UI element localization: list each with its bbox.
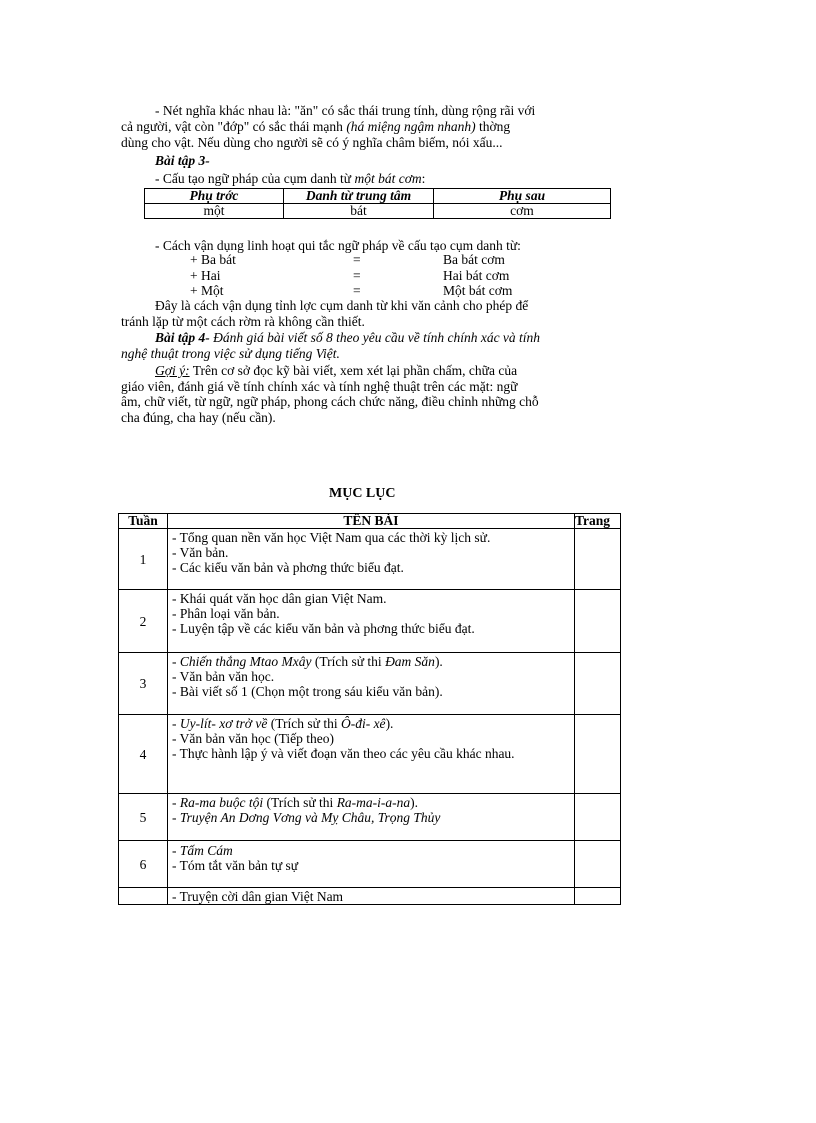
flex-row-right: Hai bát cơm [443, 268, 510, 283]
hint-line1-text: Trên cơ sở đọc kỹ bài viết, xem xét lại phần chấm, chữa của [189, 363, 518, 378]
table-row [119, 590, 621, 653]
ex4-hint-line3: âm, chữ viết, từ ngữ, ngữ pháp, phong cách chức năng, điều chỉnh những chỗ [121, 394, 539, 409]
page-cell [575, 888, 621, 905]
cell-center: bát [284, 204, 434, 219]
lesson-source-end: ). [410, 795, 419, 810]
week-number: 1 [119, 529, 168, 590]
week-number: 4 [119, 715, 168, 794]
page-cell [575, 794, 621, 841]
lesson-line: - Phân loại văn bản. [172, 606, 280, 621]
ex3-intro-text: - Cấu tạo ngữ pháp của cụm danh từ [155, 171, 355, 186]
week-number: 2 [119, 590, 168, 653]
header-post: Phụ sau [434, 189, 611, 204]
lesson-source: (Trích sử thi [267, 716, 341, 731]
flex-row-eq: = [353, 268, 361, 283]
lesson-source-italic: Ra-ma-i-a-na [336, 795, 411, 810]
flex-row-left: + Hai [190, 268, 221, 283]
lesson-source: (Trích sử thi [263, 795, 337, 810]
header-pre: Phụ trớc [145, 189, 284, 204]
hint-label: Gợi ý: [155, 363, 190, 378]
lesson-line: - Truyện cời dân gian Việt Nam [172, 889, 344, 904]
flex-row-eq: = [353, 252, 361, 267]
lesson-cell [168, 888, 575, 905]
para1-line3 [121, 135, 503, 151]
lesson-line: - Tóm tắt văn bản tự sự [172, 858, 299, 873]
toc-table [118, 513, 621, 905]
flex-row-left: + Ba bát [190, 252, 236, 267]
ex3-note-line2: tránh lặp từ một cách rờm rà không cần thiết. [121, 314, 365, 329]
noun-phrase-table [144, 188, 611, 219]
page-cell [575, 590, 621, 653]
toc-header-week: Tuần [119, 514, 168, 529]
ex4-hint-line4: cha đúng, cha hay (nếu cần). [121, 410, 276, 425]
flex-row-left: + Một [190, 283, 224, 298]
lesson-title-italic: - Uy-lít- xơ trở về [172, 716, 268, 731]
toc-header-page: Trang [575, 514, 621, 529]
lesson-source: (Trích sử thi [311, 654, 386, 669]
toc-title: MỤC LỤC [329, 486, 396, 501]
lesson-cell [168, 715, 575, 794]
week-number [119, 888, 168, 905]
lesson-line: - Văn bản văn học. [172, 669, 275, 684]
table-row [119, 794, 621, 841]
ex4-desc-line2: nghệ thuật trong việc sử dụng tiếng Việt. [121, 346, 340, 361]
ex4-hint-line1 [155, 363, 517, 379]
lesson-line: - Văn bản văn học (Tiếp theo) [172, 731, 334, 746]
table-row [119, 715, 621, 794]
page-cell [575, 529, 621, 590]
flex-row-right: Ba bát cơm [443, 252, 505, 267]
para1-line1 [155, 103, 535, 119]
table-row [119, 888, 621, 905]
header-center: Danh từ trung tâm [284, 189, 434, 204]
ex4-title: Bài tập 4- [155, 330, 210, 345]
page-cell [575, 715, 621, 794]
lesson-line: - Truyện An Dơng Vơng và Mỵ Châu, Trọng Thủy [172, 810, 441, 825]
para1-line1-text: - Nét nghĩa khác nhau là: "ăn" có sắc thái trung tính, dùng rộng rãi với [155, 103, 536, 118]
lesson-line: - Văn bản. [172, 545, 229, 560]
ex3-intro-colon: : [421, 171, 426, 186]
lesson-line: - Tấm Cám [172, 843, 233, 858]
week-number: 5 [119, 794, 168, 841]
para1-line2-italic: (há miệng ngậm nhanh) [346, 119, 476, 134]
week-number: 3 [119, 653, 168, 715]
page-cell [575, 653, 621, 715]
lesson-cell [168, 653, 575, 715]
ex3-note-line1: Đây là cách vận dụng tỉnh lợc cụm danh từ khi văn cảnh cho phép để [155, 298, 529, 313]
flex-row-eq: = [353, 283, 361, 298]
lesson-title-italic: - Chiến thắng Mtao Mxây [172, 654, 312, 669]
toc-header-lesson: TÊN BÀI [168, 514, 575, 529]
ex3-intro-phrase: một bát cơm [354, 171, 422, 186]
week-number: 6 [119, 841, 168, 888]
lesson-line: - Luyện tập về các kiểu văn bản và phơng thức biểu đạt. [172, 621, 475, 636]
lesson-source-italic: Ô-đi- xê [340, 716, 386, 731]
lesson-line [172, 654, 570, 669]
lesson-cell [168, 590, 575, 653]
ex3-title: Bài tập 3- [155, 153, 210, 168]
table-row [119, 653, 621, 715]
lesson-cell [168, 841, 575, 888]
ex4-hint-line2: giáo viên, đánh giá về tính chính xác và tính nghệ thuật trên các mặt: ngữ [121, 379, 518, 394]
lesson-line [172, 716, 570, 731]
lesson-source-end: ). [385, 716, 394, 731]
lesson-line: - Các kiểu văn bản và phơng thức biểu đạt. [172, 560, 404, 575]
table-row [119, 841, 621, 888]
lesson-source-italic: Đam Săn [385, 654, 435, 669]
page-cell [575, 841, 621, 888]
lesson-cell [168, 794, 575, 841]
cell-post: cơm [434, 204, 611, 219]
ex3-intro [155, 171, 425, 187]
table-row [119, 529, 621, 590]
lesson-source-end: ). [434, 654, 443, 669]
lesson-line: - Tổng quan nền văn học Việt Nam qua các thời kỳ lịch sử. [172, 530, 491, 545]
para1-line2-text: cả người, vật còn "đớp" có sắc thái mạnh [121, 119, 347, 134]
para1-line2-end: thờng [475, 119, 511, 134]
lesson-line [172, 795, 570, 810]
cell-pre: một [145, 204, 284, 219]
lesson-cell [168, 529, 575, 590]
flex-row-right: Một bát cơm [443, 283, 513, 298]
para1-line2 [121, 119, 510, 135]
lesson-line: - Thực hành lập ý và viết đoạn văn theo các yêu cầu khác nhau. [172, 746, 515, 761]
ex4-line1 [155, 330, 540, 346]
lesson-title-italic: - Ra-ma buộc tội [172, 795, 264, 810]
lesson-line: - Khái quát văn học dân gian Việt Nam. [172, 591, 387, 606]
ex3-flex-intro: - Cách vận dụng linh hoạt qui tắc ngữ pháp về cấu tạo cụm danh từ: [155, 238, 521, 253]
para1-line3-text: dùng cho vật. Nếu dùng cho người sẽ có ý nghĩa châm biếm, nói xấu... [121, 135, 503, 150]
ex4-desc-line1: Đánh giá bài viết số 8 theo yêu cầu về tính chính xác và tính [209, 330, 541, 345]
lesson-line: - Bài viết số 1 (Chọn một trong sáu kiểu văn bản). [172, 684, 443, 699]
